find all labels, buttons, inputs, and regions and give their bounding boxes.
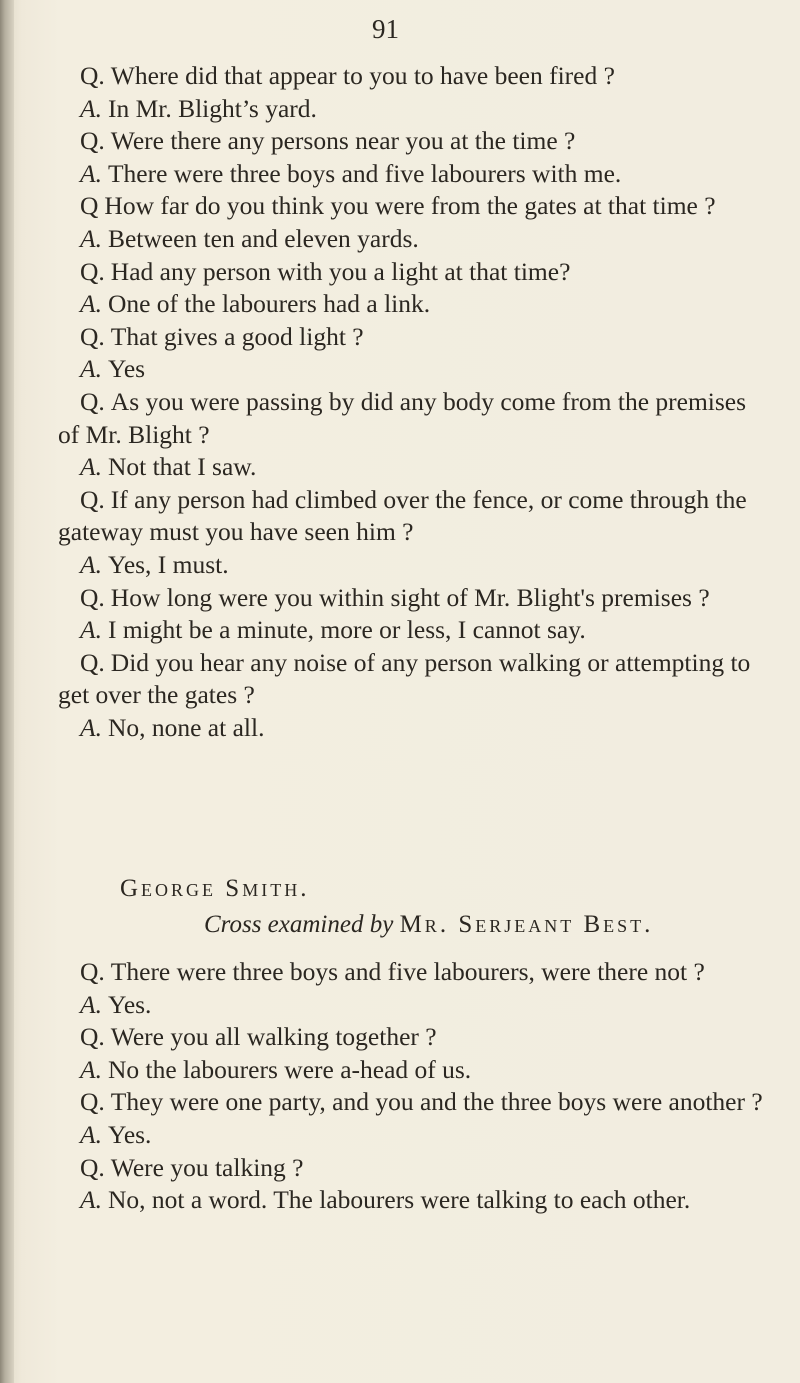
testimony-text: No the labourers were a-head of us. xyxy=(107,1054,472,1084)
testimony-text: No, none at all. xyxy=(107,712,265,742)
question-paragraph xyxy=(58,1152,766,1185)
speaker-tag: Q. xyxy=(80,61,105,90)
speaker-tag: A. xyxy=(80,289,102,319)
testimony-text: Yes. xyxy=(107,989,152,1019)
cross-examined-prefix: Cross examined by xyxy=(204,911,394,938)
speaker-tag: Q. xyxy=(80,484,105,514)
testimony-text: Were you all walking together ? xyxy=(110,1022,437,1052)
examiner-name: Mr. Serjeant Best. xyxy=(399,911,654,938)
answer-paragraph xyxy=(58,353,766,386)
speaker-tag: Q. xyxy=(80,321,105,351)
question-paragraph xyxy=(58,256,766,289)
speaker-tag: Q. xyxy=(80,957,105,986)
speaker-tag: A. xyxy=(80,615,102,645)
speaker-tag: A. xyxy=(80,158,102,188)
testimony-section-cross xyxy=(58,956,766,1217)
answer-paragraph xyxy=(58,451,766,484)
page-number: 91 xyxy=(372,14,399,44)
question-paragraph xyxy=(58,582,766,615)
speaker-tag: Q. xyxy=(80,1087,105,1117)
testimony-text: As you were passing by did any body come from the premises of Mr. Blight ? xyxy=(58,386,747,449)
page-binding-edge xyxy=(0,0,14,1383)
question-paragraph xyxy=(58,60,766,93)
cross-examination-heading xyxy=(204,911,653,939)
question-paragraph xyxy=(58,1021,766,1054)
speaker-tag: Q. xyxy=(80,126,105,156)
testimony-text: Not that I saw. xyxy=(107,452,257,482)
speaker-tag: Q. xyxy=(80,1152,105,1182)
answer-paragraph xyxy=(58,712,766,745)
speaker-tag: A. xyxy=(80,354,102,384)
testimony-text: How long were you within sight of Mr. Blight's premises ? xyxy=(110,582,710,612)
testimony-text: Were you talking ? xyxy=(110,1152,304,1182)
testimony-section-direct xyxy=(58,60,766,744)
question-paragraph xyxy=(58,386,766,451)
answer-paragraph xyxy=(58,549,766,582)
testimony-text: Were there any persons near you at the time ? xyxy=(110,126,576,156)
question-paragraph xyxy=(58,956,766,989)
speaker-tag: Q. xyxy=(80,1022,105,1052)
testimony-text: In Mr. Blight’s yard. xyxy=(107,93,317,123)
testimony-text: They were one party, and you and the three boys were another ? xyxy=(110,1087,763,1117)
testimony-text: Did you hear any noise of any person walking or attempting to get over the gates ? xyxy=(58,647,751,710)
speaker-tag: Q. xyxy=(80,647,105,677)
testimony-text: Where did that appear to you to have been fired ? xyxy=(110,61,615,90)
answer-paragraph xyxy=(58,288,766,321)
answer-paragraph xyxy=(58,614,766,647)
speaker-tag: Q. xyxy=(80,582,105,612)
speaker-tag: Q. xyxy=(80,256,105,286)
testimony-text: If any person had climbed over the fence, or come through the gateway must you have seen him ? xyxy=(58,484,747,547)
question-paragraph xyxy=(58,125,766,158)
answer-paragraph xyxy=(58,93,766,126)
witness-heading: George Smith. xyxy=(120,875,310,902)
testimony-text: Between ten and eleven yards. xyxy=(107,223,419,253)
testimony-text: There were three boys and five labourers with me. xyxy=(107,158,622,188)
speaker-tag: A. xyxy=(80,549,102,579)
testimony-text: No, not a word. The labourers were talking to each other. xyxy=(107,1185,691,1215)
testimony-text: Yes, I must. xyxy=(107,549,229,579)
question-paragraph xyxy=(58,1086,766,1119)
speaker-tag: Q. xyxy=(80,386,105,416)
speaker-tag: A. xyxy=(80,93,102,123)
answer-paragraph xyxy=(58,158,766,191)
testimony-text: One of the labourers had a link. xyxy=(107,289,431,319)
testimony-text: Had any person with you a light at that time? xyxy=(110,256,571,286)
speaker-tag: A. xyxy=(80,1119,102,1149)
speaker-tag: A. xyxy=(80,989,102,1019)
answer-paragraph xyxy=(58,223,766,256)
answer-paragraph xyxy=(58,989,766,1022)
speaker-tag: Q xyxy=(80,191,99,221)
speaker-tag: A. xyxy=(80,1185,102,1215)
answer-paragraph xyxy=(58,1054,766,1087)
testimony-text: Yes xyxy=(107,354,146,384)
answer-paragraph xyxy=(58,1184,766,1217)
speaker-tag: A. xyxy=(80,452,102,482)
answer-paragraph xyxy=(58,1119,766,1152)
question-paragraph xyxy=(58,190,766,223)
question-paragraph xyxy=(58,647,766,712)
testimony-text: Yes. xyxy=(107,1119,152,1149)
testimony-text: That gives a good light ? xyxy=(110,321,364,351)
speaker-tag: A. xyxy=(80,1054,102,1084)
testimony-text: There were three boys and five labourers, were there not ? xyxy=(110,957,705,986)
speaker-tag: A. xyxy=(80,712,102,742)
speaker-tag: A. xyxy=(80,223,102,253)
question-paragraph xyxy=(58,321,766,354)
testimony-text: How far do you think you were from the gates at that time ? xyxy=(104,191,716,221)
testimony-text: I might be a minute, more or less, I cannot say. xyxy=(107,615,586,645)
question-paragraph xyxy=(58,484,766,549)
